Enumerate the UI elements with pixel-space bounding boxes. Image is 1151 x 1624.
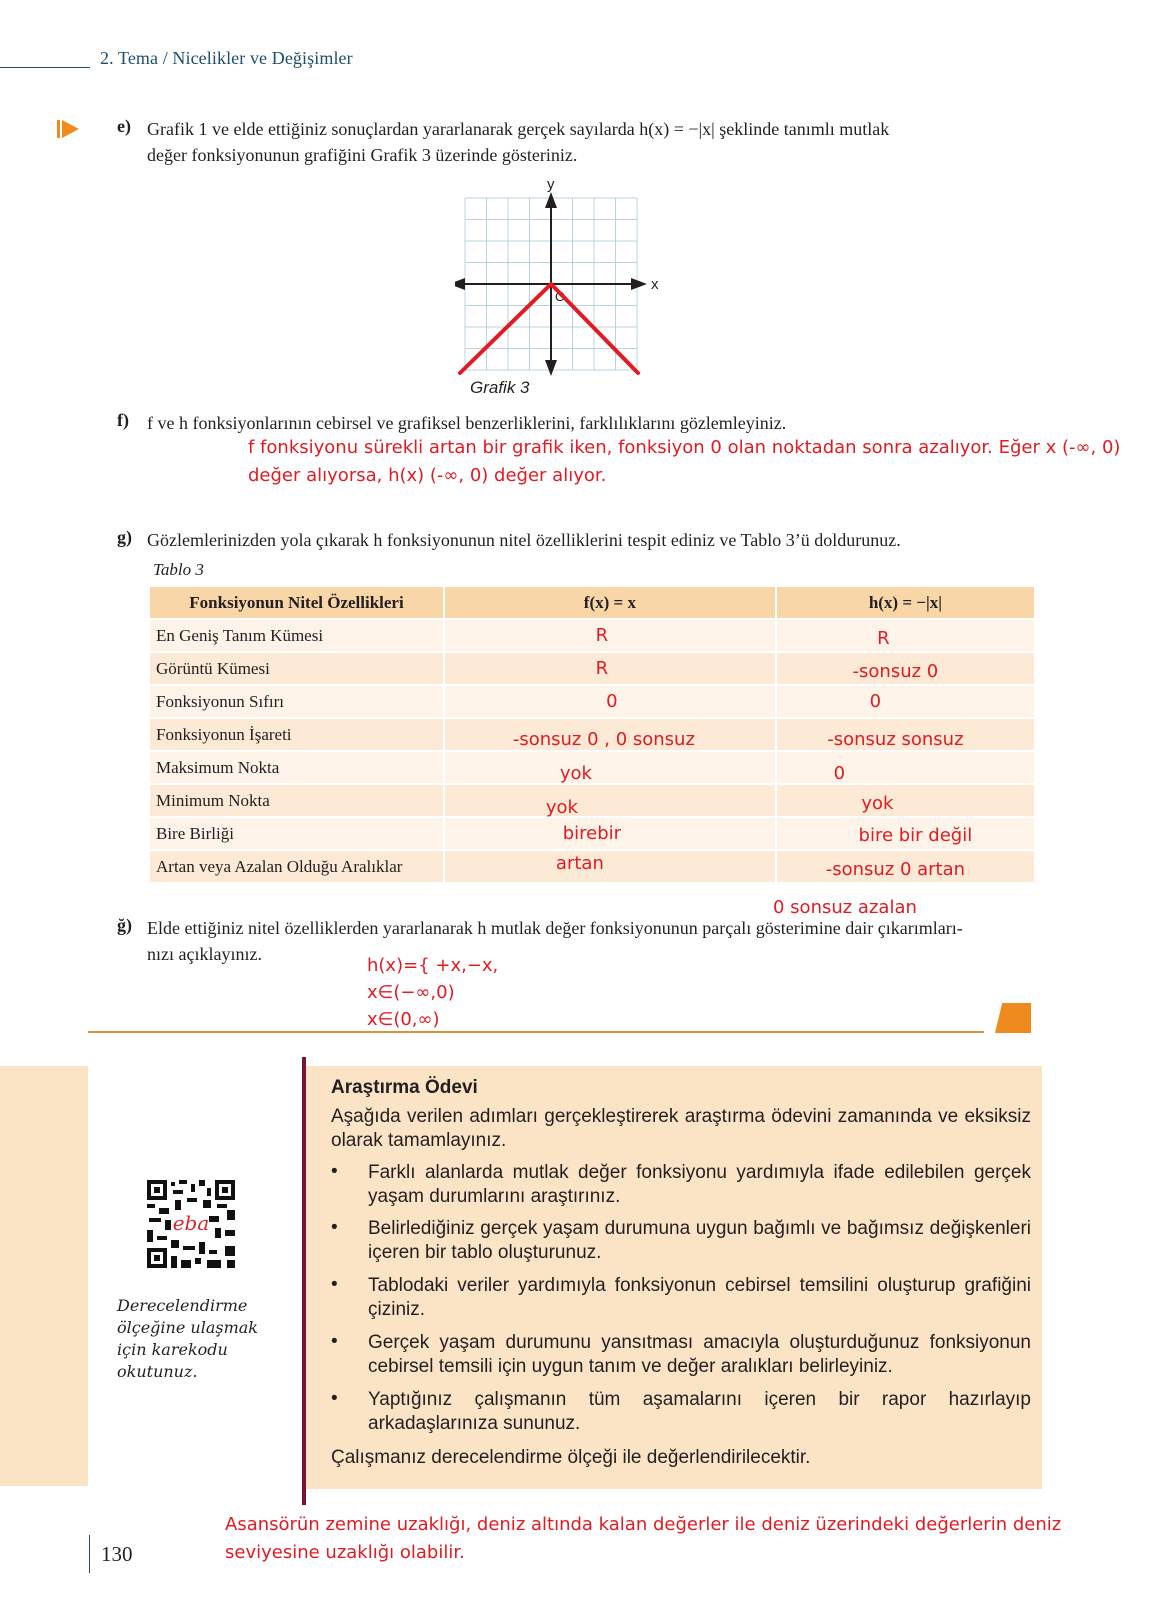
h-value: R [877, 628, 890, 649]
research-bullet: Gerçek yaşam durumunu yansıtması amacıyla oluşturduğunuz fonksiyonun cebirsel temsili için uygun tanım ve değer aralıkları belirleyiniz. [368, 1332, 1031, 1377]
properties-table [148, 585, 1036, 884]
question-gg-answer-line3: x∈(0,∞) [367, 1009, 440, 1030]
h-value: -sonsuz 0 [852, 661, 939, 682]
research-bullet: Yaptığınız çalışmanın tüm aşamalarını içeren bir rapor hazırlayıp arkadaşlarınıza sununuz. [368, 1389, 1031, 1434]
page-number-rule [89, 1535, 90, 1573]
table-row [150, 620, 1034, 651]
header-property: Fonksiyonun Nitel Özellikleri [150, 587, 443, 618]
x-axis-arrow-left-icon [455, 278, 465, 290]
f-value-cell[interactable] [445, 752, 775, 783]
question-g-label: g) [117, 527, 132, 547]
h-value-cell[interactable] [777, 818, 1034, 849]
h-value: -sonsuz 0 artan [825, 859, 966, 880]
row-label: Fonksiyonun İşareti [150, 719, 443, 750]
table-row [150, 686, 1034, 717]
question-e-label: e) [117, 116, 131, 136]
question-gg-answer [367, 952, 498, 1033]
f-value: birebir [562, 823, 622, 844]
h-value-cell[interactable] [777, 719, 1034, 750]
h-value: yok [861, 793, 894, 814]
x-axis-label: x [651, 276, 659, 293]
h-value-cell[interactable] [777, 785, 1034, 816]
question-g-text: Gözlemlerinizden yola çıkarak h fonksiyonunun nitel özelliklerini tespit ediniz ve Tablo 3’ü doldurunuz. [147, 530, 901, 550]
handwritten-note-line2: seviyesine uzaklığı olabilir. [225, 1542, 465, 1563]
question-f-answer-line1: f fonksiyonu sürekli artan bir grafik iken, fonksiyon 0 olan noktadan sonra azalıyor. Eğer x (-∞, 0) [248, 437, 1121, 458]
play-arrow-icon [57, 120, 79, 138]
question-gg-line1: Elde ettiğiniz nitel özelliklerden yararlanarak h mutlak değer fonksiyonunun parçalı gösterimine dair çıkarımları- [147, 918, 963, 938]
h-value-cell[interactable] [777, 653, 1034, 684]
f-value: yok [545, 797, 578, 818]
table-overflow-note: 0 sonsuz azalan [773, 897, 917, 918]
bullet-icon: • [331, 1161, 338, 1182]
eba-logo: eba [172, 1211, 210, 1235]
h-value: bire bir değil [858, 825, 973, 846]
header-h: h(x) = −|x| [777, 587, 1034, 618]
question-e-text [147, 116, 1027, 168]
y-axis-label: y [547, 180, 555, 193]
corner-tab-decoration [995, 1003, 1031, 1033]
table-row [150, 752, 1034, 783]
h-value: 0 [833, 763, 846, 784]
f-value-cell[interactable] [445, 851, 775, 882]
h-value-cell[interactable] [777, 752, 1034, 783]
question-f-answer [248, 434, 1120, 490]
f-value-cell[interactable] [445, 785, 775, 816]
section-divider [88, 1031, 984, 1033]
row-label: En Geniş Tanım Kümesi [150, 620, 443, 651]
research-title: Araştırma Ödevi [331, 1077, 478, 1098]
h-value-cell[interactable] [777, 620, 1034, 651]
bullet-icon: • [331, 1274, 338, 1295]
research-intro: Aşağıda verilen adımları gerçekleştirerek araştırma ödevini zamanında ve eksiksiz olarak tamamlayınız. [331, 1106, 1031, 1151]
qr-code-icon[interactable] [147, 1180, 235, 1268]
h-value-cell[interactable] [777, 686, 1034, 717]
qr-caption: Derecelendirme ölçeğine ulaşmak için karekodu okutunuz. [117, 1296, 258, 1381]
f-value: R [595, 658, 609, 679]
header-f: f(x) = x [445, 587, 775, 618]
row-label: Fonksiyonun Sıfırı [150, 686, 443, 717]
f-value: artan [555, 853, 604, 874]
bullet-icon: • [331, 1388, 338, 1409]
question-f-answer-line2: değer alıyorsa, h(x) (-∞, 0) değer alıyor. [248, 465, 607, 486]
research-bullet: Farklı alanlarda mutlak değer fonksiyonu yardımıyla ifade edilebilen gerçek yaşam durumlarını araştırınız. [368, 1162, 1031, 1207]
question-gg-answer-line2: x∈(−∞,0) [367, 982, 455, 1003]
table-caption: Tablo 3 [153, 560, 204, 579]
row-label: Artan veya Azalan Olduğu Aralıklar [150, 851, 443, 882]
row-label: Görüntü Kümesi [150, 653, 443, 684]
f-value: -sonsuz 0 , 0 sonsuz [512, 729, 695, 750]
question-gg-label: ğ) [117, 915, 132, 935]
f-value-cell[interactable] [445, 686, 775, 717]
handwritten-note [225, 1511, 1061, 1567]
table-row [150, 851, 1034, 882]
f-value-cell[interactable] [445, 620, 775, 651]
f-value: yok [559, 763, 592, 784]
question-gg-line2: nızı açıklayınız. [147, 944, 262, 964]
page-number: 130 [101, 1542, 133, 1566]
f-value: 0 [606, 691, 618, 712]
graph-3-chart [455, 180, 665, 395]
question-gg-text [147, 915, 1037, 967]
table-header-row [150, 587, 1034, 618]
row-label: Maksimum Nokta [150, 752, 443, 783]
chapter-title: 2. Tema / Nicelikler ve Değişimler [100, 48, 353, 68]
graph-caption: Grafik 3 [470, 378, 530, 397]
bullet-icon: • [331, 1217, 338, 1238]
f-value: R [595, 625, 609, 646]
h-value-cell[interactable] [777, 851, 1034, 882]
table-row [150, 818, 1034, 849]
research-bullet: Tablodaki veriler yardımıyla fonksiyonun cebirsel temsilini oluşturup grafiğini çiziniz. [368, 1275, 1031, 1320]
f-value-cell[interactable] [445, 719, 775, 750]
origin-label: O [555, 289, 566, 304]
research-accent-bar [302, 1057, 306, 1505]
research-bullet: Belirlediğiniz gerçek yaşam durumuna uygun bağımlı ve bağımsız değişkenleri içeren bir tablo oluşturunuz. [368, 1218, 1031, 1263]
research-footer: Çalışmanız derecelendirme ölçeği ile değerlendirilecektir. [331, 1447, 811, 1468]
bullet-icon: • [331, 1331, 338, 1352]
question-e-line1: Grafik 1 ve elde ettiğiniz sonuçlardan yararlanarak gerçek sayılarda h(x) = −|x| şeklinde tanımlı mutlak [147, 119, 890, 139]
f-value-cell[interactable] [445, 818, 775, 849]
y-axis-arrow-down-icon [545, 360, 557, 376]
h-value: -sonsuz sonsuz [827, 729, 964, 750]
question-e-line2: değer fonksiyonunun grafiğini Grafik 3 üzerinde gösteriniz. [147, 145, 578, 165]
x-axis-arrow-right-icon [631, 278, 647, 290]
f-value-cell[interactable] [445, 653, 775, 684]
table-row [150, 719, 1034, 750]
table-row [150, 785, 1034, 816]
question-gg-answer-line1: h(x)={ +x,−x, [367, 955, 499, 976]
row-label: Minimum Nokta [150, 785, 443, 816]
table-row [150, 653, 1034, 684]
question-f-label: f) [117, 410, 129, 430]
side-panel-decoration [0, 1066, 88, 1486]
handwritten-note-line1: Asansörün zemine uzaklığı, deniz altında kalan değerler ile deniz üzerindeki değerlerin deniz [225, 1514, 1062, 1535]
row-label: Bire Birliği [150, 818, 443, 849]
header-rule [0, 67, 90, 68]
question-f-text: f ve h fonksiyonlarının cebirsel ve grafiksel benzerliklerini, farklılıklarını gözlemleyiniz. [147, 413, 787, 433]
y-axis-arrow-up-icon [545, 192, 557, 208]
h-value: 0 [869, 691, 882, 712]
